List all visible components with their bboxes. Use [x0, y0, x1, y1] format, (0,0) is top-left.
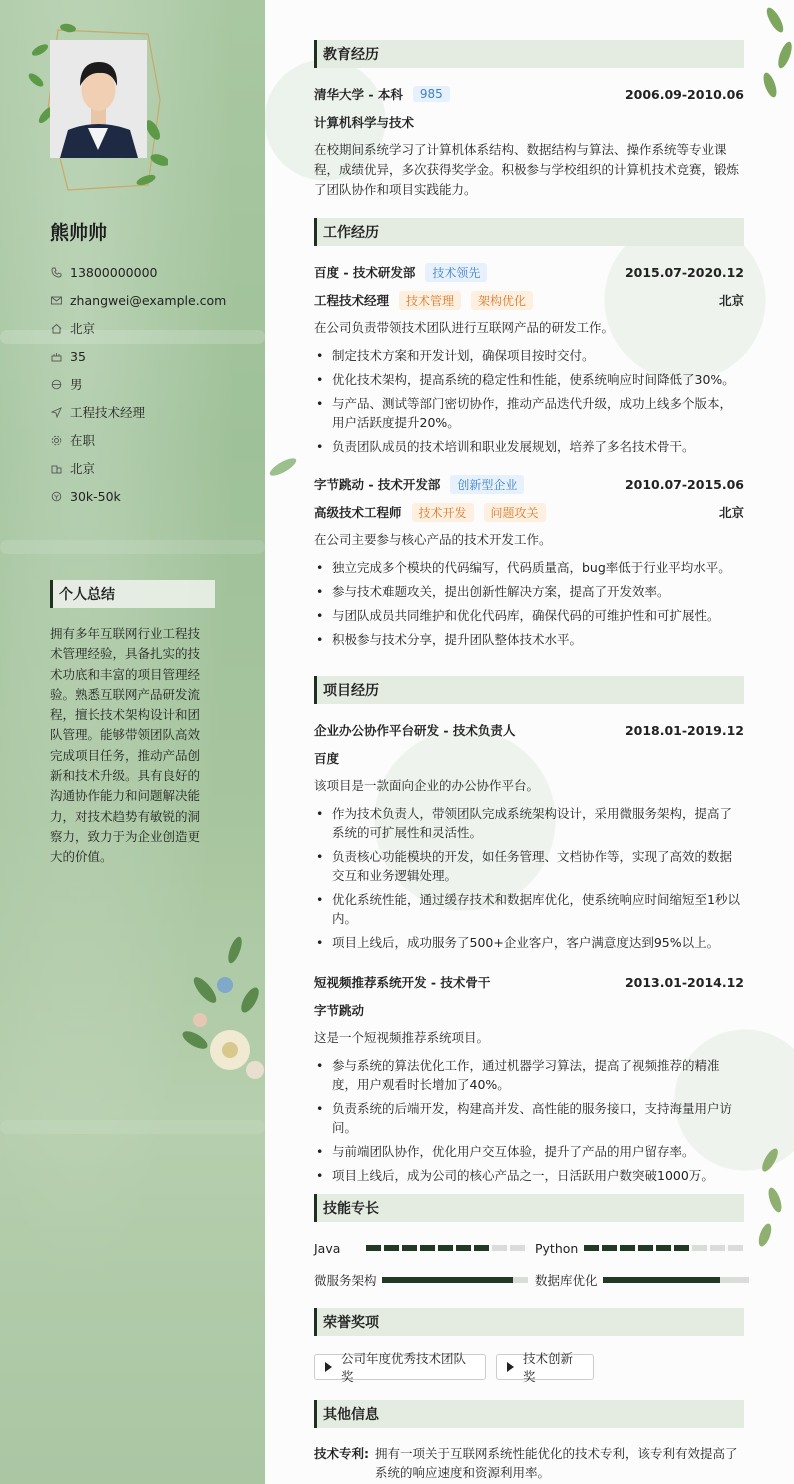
project-2-intro: 这是一个短视频推荐系统项目。 [314, 1030, 490, 1045]
age-icon [50, 350, 62, 362]
skill-segment [456, 1245, 471, 1251]
education-row [314, 84, 744, 104]
status-icon [50, 434, 62, 446]
list-item: • 与团队成员共同维护和优化代码库，确保代码的可维护性和可扩展性。 [314, 606, 744, 625]
job-1-date: 2015.07-2020.12 [624, 264, 744, 280]
info-phone [50, 258, 226, 286]
award-label: 公司年度优秀技术团队奖 [341, 1351, 467, 1384]
summary-heading: 个人总结 [50, 580, 215, 608]
triangle-right-icon [507, 1362, 514, 1372]
project-2-name: 短视频推荐系统开发 - 技术骨干 [314, 975, 491, 990]
skill-level-fill [603, 1277, 720, 1283]
award-label: 技术创新奖 [523, 1351, 574, 1384]
skills-heading: 技能专长 [314, 1194, 744, 1222]
job-1-company: 百度 - 技术研发部 [314, 265, 416, 280]
profile-photo-frame [28, 20, 168, 200]
skill-segment [710, 1245, 725, 1251]
skill-level-bar [603, 1277, 749, 1283]
skill-segment [602, 1245, 617, 1251]
phone-icon [50, 266, 62, 278]
skill-level-bar [584, 1245, 743, 1251]
leaf-corner-icon [745, 0, 794, 120]
info-home-text: 北京 [70, 321, 96, 336]
education-major: 计算机科学与技术 [314, 115, 415, 130]
other-info-row [314, 1444, 744, 1482]
info-status-text: 在职 [70, 433, 96, 448]
salary-icon [50, 490, 62, 502]
project-1-intro: 该项目是一款面向企业的办公协作平台。 [314, 778, 540, 793]
home-icon [50, 322, 62, 334]
project-2-org: 字节跳动 [314, 1003, 365, 1018]
job-2-position-row [314, 502, 744, 522]
info-gender [50, 370, 226, 398]
info-age [50, 342, 226, 370]
skill-segment [656, 1245, 671, 1251]
job-icon [50, 406, 62, 418]
job-1-tag: 技术管理 [399, 291, 461, 310]
skill-python [535, 1238, 743, 1258]
job-1-tag: 架构优化 [471, 291, 533, 310]
leaf-corner-icon [745, 1140, 794, 1260]
project-1-bullets [314, 804, 744, 957]
avatar-portrait-icon [50, 40, 147, 158]
info-email [50, 286, 226, 314]
education-date: 2006.09-2010.06 [624, 86, 744, 102]
skill-microservices [314, 1270, 528, 1290]
skill-segment [674, 1245, 689, 1251]
list-item: • 负责系统的后端开发，构建高并发、高性能的服务接口，支持海量用户访问。 [314, 1099, 744, 1137]
job-1-company-tag: 技术领先 [425, 263, 487, 282]
skill-segment [638, 1245, 653, 1251]
skill-segment [438, 1245, 453, 1251]
job-1-position-row [314, 290, 744, 310]
skill-segment [692, 1245, 707, 1251]
skill-db-optimization [535, 1270, 749, 1290]
info-city-text: 北京 [70, 461, 96, 476]
info-home [50, 314, 226, 342]
job-2-header [314, 474, 744, 494]
skill-segment [620, 1245, 635, 1251]
list-item: • 负责团队成员的技术培训和职业发展规划，培养了多名技术骨干。 [314, 437, 744, 456]
skill-segment [402, 1245, 417, 1251]
list-item: • 参与技术难题攻关，提出创新性解决方案，提高了开发效率。 [314, 582, 744, 601]
award-item [314, 1351, 486, 1384]
list-item: • 与前端团队协作，优化用户交互体验，提升了产品的用户留存率。 [314, 1142, 744, 1161]
sidebar [0, 0, 265, 1484]
skill-java [314, 1238, 525, 1258]
award-item [496, 1351, 594, 1384]
triangle-right-icon [325, 1362, 332, 1372]
project-1-date: 2018.01-2019.12 [624, 722, 744, 738]
skill-segment [384, 1245, 399, 1251]
job-2-intro: 在公司主要参与核心产品的技术开发工作。 [314, 532, 552, 547]
education-heading: 教育经历 [314, 40, 744, 68]
info-job-text: 工程技术经理 [70, 405, 146, 420]
list-item: • 项目上线后，成为公司的核心产品之一，日活跃用户数突破1000万。 [314, 1166, 744, 1185]
info-status [50, 426, 226, 454]
job-2-city: 北京 [718, 505, 744, 520]
education-school: 清华大学 - 本科 [314, 87, 403, 102]
project-1-header [314, 720, 744, 740]
skill-name: 微服务架构 [314, 1273, 377, 1288]
skill-name: Java [314, 1240, 341, 1256]
list-item: • 制定技术方案和开发计划，确保项目按时交付。 [314, 346, 744, 365]
info-phone-text: 13800000000 [70, 264, 158, 280]
job-2-bullets [314, 558, 744, 654]
skill-segment [474, 1245, 489, 1251]
avatar [50, 40, 147, 158]
list-item: • 作为技术负责人，带领团队完成系统架构设计，采用微服务架构，提高了系统的可扩展性和灵活性。 [314, 804, 744, 842]
project-1-name: 企业办公协作平台研发 - 技术负责人 [314, 723, 516, 738]
skill-segment [492, 1245, 507, 1251]
skill-segment [728, 1245, 743, 1251]
awards-heading: 荣誉奖项 [314, 1308, 744, 1336]
flower-decoration-icon [175, 930, 265, 1090]
job-1-intro: 在公司负责带领技术团队进行互联网产品的研发工作。 [314, 320, 615, 335]
info-gender-text: 男 [70, 377, 83, 392]
education-tag: 985 [413, 86, 450, 102]
job-1-header [314, 262, 744, 282]
job-2-company: 字节跳动 - 技术开发部 [314, 477, 441, 492]
skill-level-fill [382, 1277, 513, 1283]
skill-name: Python [535, 1240, 579, 1256]
skill-segment [510, 1245, 525, 1251]
job-2-position: 高级技术工程师 [314, 505, 402, 520]
job-1-bullets [314, 346, 744, 461]
list-item: • 独立完成多个模块的代码编写，代码质量高，bug率低于行业平均水平。 [314, 558, 744, 577]
other-text: 拥有一项关于互联网系统性能优化的技术专利，该专利有效提高了系统的响应速度和资源利用率。 [375, 1446, 738, 1480]
skill-segment [366, 1245, 381, 1251]
other-label: 技术专利: [314, 1446, 369, 1461]
list-item: • 积极参与技术分享，提升团队整体技术水平。 [314, 630, 744, 649]
skill-level-bar [366, 1245, 525, 1251]
profile-name: 熊帅帅 [50, 222, 108, 244]
skill-level-bar [382, 1277, 528, 1283]
contact-info-list [50, 258, 226, 510]
other-heading: 其他信息 [314, 1400, 744, 1428]
info-salary-text: 30k-50k [70, 488, 121, 504]
work-heading: 工作经历 [314, 218, 744, 246]
summary-text: 拥有多年互联网行业工程技术管理经验，具备扎实的技术功底和丰富的项目管理经验。熟悉互联网产品研发流程，擅长技术架构设计和团队管理。能够带领团队高效完成项目任务，推动产品创新和技术升级。具有良好的沟通协作能力和问题解决能力，对技术趋势有敏锐的洞察力，致力于为企业创造更大的价值。 [50, 626, 201, 865]
list-item: • 项目上线后，成功服务了500+企业客户，客户满意度达到95%以上。 [314, 933, 744, 952]
info-email-text: zhangwei@example.com [70, 292, 227, 308]
city-icon [50, 462, 62, 474]
education-desc: 在校期间系统学习了计算机体系结构、数据结构与算法、操作系统等专业课程，成绩优异，多次获得奖学金。积极参与学校组织的计算机技术竞赛，锻炼了团队协作和项目实践能力。 [314, 142, 740, 197]
info-city [50, 454, 226, 482]
skill-segment [584, 1245, 599, 1251]
list-item: • 优化系统性能，通过缓存技术和数据库优化，使系统响应时间缩短至1秒以内。 [314, 890, 744, 928]
job-2-company-tag: 创新型企业 [450, 475, 524, 494]
project-2-header [314, 972, 744, 992]
job-1-position: 工程技术经理 [314, 293, 390, 308]
texture-streak [0, 540, 265, 554]
list-item: • 与产品、测试等部门密切协作，推动产品迭代升级，成功上线多个版本，用户活跃度提升20%。 [314, 394, 744, 432]
job-1-city: 北京 [718, 293, 744, 308]
info-salary [50, 482, 226, 510]
leaf-accent-icon [265, 452, 305, 482]
info-age-text: 35 [70, 348, 86, 364]
skill-name: 数据库优化 [535, 1273, 598, 1288]
texture-streak [0, 1120, 265, 1134]
email-icon [50, 294, 62, 306]
project-2-bullets [314, 1056, 744, 1190]
job-2-date: 2010.07-2015.06 [624, 476, 744, 492]
projects-heading: 项目经历 [314, 676, 744, 704]
list-item: • 负责核心功能模块的开发，如任务管理、文档协作等，实现了高效的数据交互和业务逻辑处理。 [314, 847, 744, 885]
list-item: • 参与系统的算法优化工作，通过机器学习算法，提高了视频推荐的精准度，用户观看时长增加了40%。 [314, 1056, 744, 1094]
info-job [50, 398, 226, 426]
job-2-tag: 技术开发 [412, 503, 474, 522]
project-1-org: 百度 [314, 751, 340, 766]
job-2-tag: 问题攻关 [484, 503, 546, 522]
skill-segment [420, 1245, 435, 1251]
list-item: • 优化技术架构，提高系统的稳定性和性能，使系统响应时间降低了30%。 [314, 370, 744, 389]
project-2-date: 2013.01-2014.12 [624, 974, 744, 990]
gender-icon [50, 378, 62, 390]
